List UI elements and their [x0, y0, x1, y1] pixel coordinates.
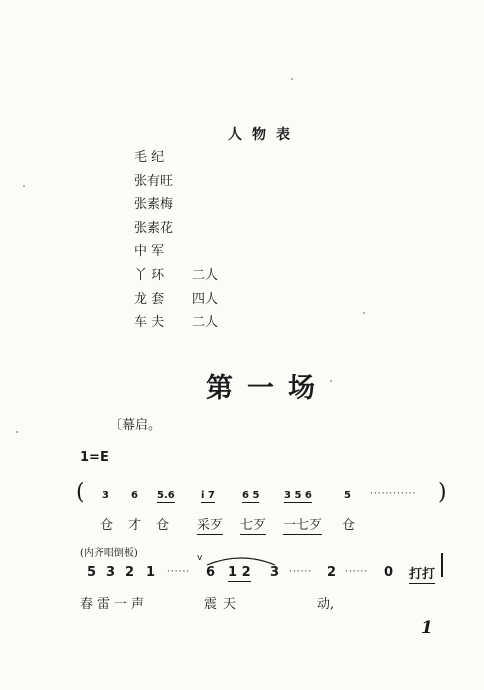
cast-item — [134, 264, 218, 288]
paper-speck — [330, 380, 332, 382]
syllable: 仓 — [100, 518, 114, 533]
cast-item — [134, 193, 218, 217]
character-name: 张素梅 — [134, 197, 174, 213]
slur-arc — [205, 553, 277, 567]
percussion-cue: 打打 — [409, 563, 435, 584]
note: 6 — [131, 490, 138, 501]
bar-line — [441, 553, 443, 577]
stage-direction: 〔幕启。 — [109, 418, 162, 433]
cast-item — [134, 170, 218, 194]
note: i 7 — [201, 490, 215, 501]
cast-title: 人物表 — [228, 127, 300, 143]
note: 6 — [206, 565, 216, 580]
note: 3 — [102, 490, 109, 501]
scene-heading: 第一场 — [206, 373, 329, 404]
note: 3 — [106, 565, 116, 580]
syllable: 才 — [128, 518, 142, 533]
cast-list — [134, 146, 218, 335]
character-name: 张有旺 — [134, 173, 174, 189]
paper-speck — [16, 431, 18, 433]
cast-item — [134, 217, 218, 241]
cast-item — [134, 311, 218, 335]
paper-speck — [23, 185, 25, 187]
note: 6 5 — [242, 490, 260, 501]
character-name: 丫 环 — [134, 267, 165, 283]
continuation-dots: ······ — [167, 567, 191, 577]
character-name: 张素花 — [134, 220, 174, 236]
syllable: 采歹 — [197, 514, 223, 535]
breath-mark: v — [197, 553, 203, 563]
character-name: 车 夫 — [134, 315, 165, 331]
paper-speck — [291, 78, 293, 80]
note: 2 — [125, 565, 135, 580]
syllable: 七歹 — [240, 514, 266, 535]
continuation-dots: ······ — [345, 567, 369, 577]
lyric: 震天 — [204, 597, 243, 612]
note: 2 — [327, 565, 337, 580]
character-name: 毛 纪 — [134, 150, 165, 165]
note: 0 — [384, 565, 394, 580]
note: 1 — [146, 565, 156, 580]
page-number: 1 — [421, 618, 433, 638]
paper-speck — [363, 312, 365, 314]
continuation-dots: ······ — [289, 567, 313, 577]
syllable: 仓 — [342, 518, 356, 533]
note: 5.6 — [157, 490, 175, 501]
continuation-dots: ············ — [370, 489, 417, 499]
open-paren: ( — [76, 480, 85, 505]
syllable: 仓 — [156, 518, 170, 533]
note: 1 2 — [228, 565, 251, 580]
character-note: 四人 — [192, 291, 219, 307]
syllable: 一七歹 — [283, 514, 322, 535]
note: 5 — [87, 565, 97, 580]
character-name: 龙 套 — [134, 291, 165, 307]
cast-item — [134, 146, 218, 170]
note: 5 — [344, 490, 351, 501]
lyric: 动, — [317, 597, 335, 612]
performance-note: (内齐唱倒板) — [80, 548, 138, 559]
key-signature: 1=E — [80, 450, 109, 465]
cast-item — [134, 240, 218, 264]
character-note: 二人 — [192, 315, 219, 331]
character-note: 二人 — [192, 267, 219, 283]
lyric: 春雷一声 — [80, 597, 149, 612]
note: 3 — [270, 565, 280, 580]
note: 3 5 6 — [284, 490, 312, 501]
close-paren: ) — [438, 480, 447, 505]
character-name: 中 军 — [134, 244, 165, 260]
cast-item — [134, 288, 218, 312]
